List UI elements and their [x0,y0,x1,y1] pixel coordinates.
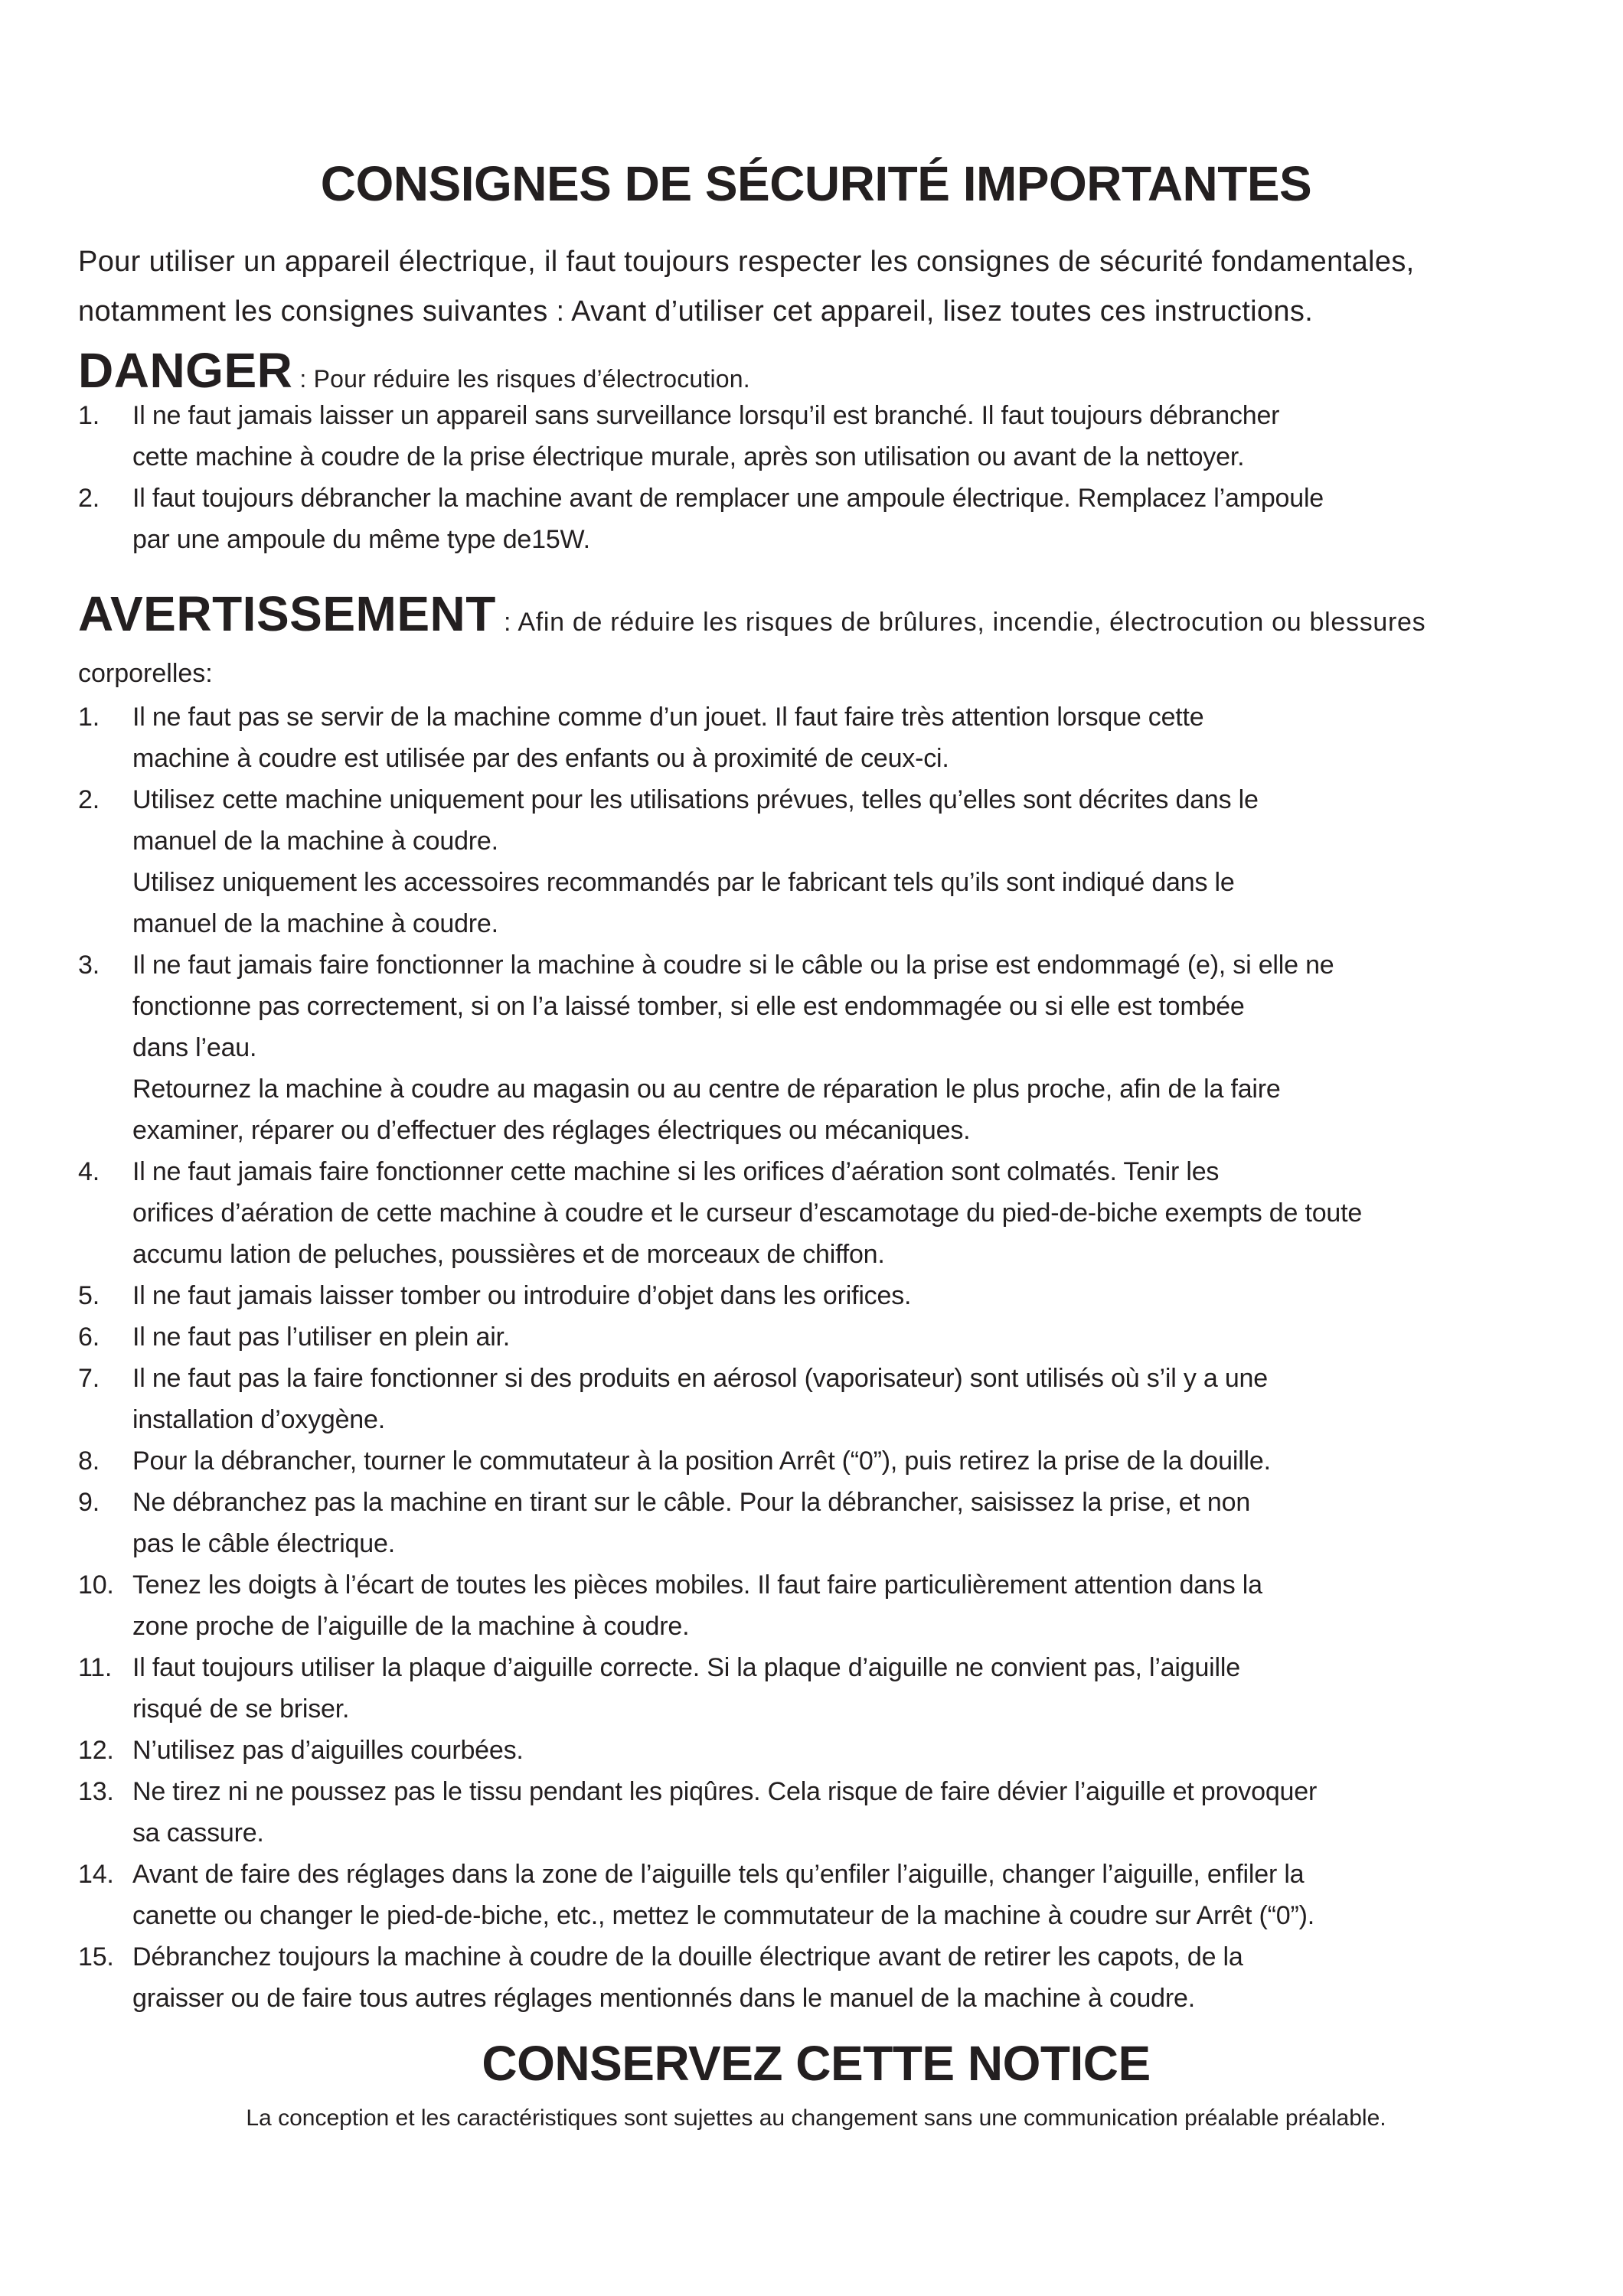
warning-label: AVERTISSEMENT [78,586,496,641]
warning-list [78,696,1554,2019]
item-number: 1. [78,401,100,430]
item-line: Il ne faut jamais laisser tomber ou introduire d’objet dans les orifices. [132,1281,912,1310]
item-number: 15. [78,1942,114,1971]
list-item [78,1482,1554,1564]
item-line: Avant de faire des réglages dans la zone de l’aiguille tels qu’enfiler l’aiguille, changer l’aiguille, enfiler la [132,1860,1305,1889]
danger-label: DANGER [78,343,293,398]
item-line: Tenez les doigts à l’écart de toutes les pièces mobiles. Il faut faire particulièrement attention dans la [132,1570,1262,1600]
item-line: machine à coudre est utilisée par des enfants ou à proximité de ceux-ci. [132,744,949,773]
item-line: Il ne faut pas la faire fonctionner si des produits en aérosol (vaporisateur) sont utilisés où s’il y a une [132,1364,1268,1393]
list-item [78,1275,1554,1316]
page-title: CONSIGNES DE SÉCURITÉ IMPORTANTES [320,156,1312,211]
list-item [78,944,1554,1151]
item-line: Ne débranchez pas la machine en tirant sur le câble. Pour la débrancher, saisissez la prise, et non [132,1488,1251,1517]
item-number: 4. [78,1157,100,1186]
item-line: Utilisez uniquement les accessoires recommandés par le fabricant tels qu’ils sont indiqué dans le [132,868,1235,897]
list-item [78,1440,1554,1482]
item-number: 5. [78,1281,100,1310]
warning-subtitle: : Afin de réduire les risques de brûlures, incendie, électrocution ou blessures [495,608,1426,637]
item-number: 11. [78,1653,113,1682]
item-number: 2. [78,484,100,513]
item-line: pas le câble électrique. [132,1529,395,1558]
item-line: Utilisez cette machine uniquement pour les utilisations prévues, telles qu’elles sont décrites dans le [132,785,1259,814]
item-line: Ne tirez ni ne poussez pas le tissu pendant les piqûres. Cela risque de faire dévier l’aiguille et provoquer [132,1777,1318,1806]
intro-line: Pour utiliser un appareil électrique, il faut toujours respecter les consignes de sécurité fondamentales, [78,246,1415,278]
item-line: canette ou changer le pied-de-biche, etc., mettez le commutateur de la machine à coudre sur Arrêt (“0”). [132,1901,1314,1930]
warning-heading [78,586,1554,651]
item-number: 6. [78,1322,100,1352]
item-line: Il ne faut jamais faire fonctionner cette machine si les orifices d’aération sont colmatés. Tenir les [132,1157,1220,1186]
item-number: 12. [78,1736,114,1765]
list-item [78,779,1554,944]
item-line: installation d’oxygène. [132,1405,385,1434]
item-number: 8. [78,1446,100,1476]
item-line: Débranchez toujours la machine à coudre de la douille électrique avant de retirer les capots, de la [132,1942,1243,1971]
list-item [78,1936,1554,2019]
list-item [78,696,1554,779]
list-item [78,1358,1554,1440]
list-item [78,1854,1554,1936]
list-item [78,478,1554,560]
footnote: La conception et les caractéristiques sont sujettes au changement sans une communication préalable préalable. [246,2105,1386,2131]
item-line: Pour la débrancher, tourner le commutateur à la position Arrêt (“0”), puis retirez la prise de la douille. [132,1446,1271,1476]
item-number: 3. [78,951,100,980]
item-line: N’utilisez pas d’aiguilles courbées. [132,1736,524,1765]
item-line: orifices d’aération de cette machine à coudre et le curseur d’escamotage du pied-de-biche exempts de toute [132,1199,1363,1228]
item-number: 1. [78,703,100,732]
item-line: examiner, réparer ou d’effectuer des réglages électriques ou mécaniques. [132,1116,971,1145]
item-line: risqué de se briser. [132,1694,350,1724]
item-line: Il ne faut pas l’utiliser en plein air. [132,1322,511,1352]
item-line: Retournez la machine à coudre au magasin ou au centre de réparation le plus proche, afin de la faire [132,1075,1281,1104]
intro-paragraph [78,237,1554,337]
item-number: 14. [78,1860,114,1889]
list-item [78,1151,1554,1275]
item-line: Il ne faut jamais faire fonctionner la machine à coudre si le câble ou la prise est endommagé (e), si elle ne [132,951,1334,980]
item-line: accumu lation de peluches, poussières et de morceaux de chiffon. [132,1240,885,1269]
item-line: manuel de la machine à coudre. [132,909,498,938]
item-line: cette machine à coudre de la prise électrique murale, après son utilisation ou avant de la nettoyer. [132,442,1245,471]
save-notice-heading: CONSERVEZ CETTE NOTICE [482,2036,1151,2091]
list-item [78,1771,1554,1854]
list-item [78,395,1554,478]
item-line: dans l’eau. [132,1033,257,1062]
item-number: 10. [78,1570,114,1600]
item-number: 13. [78,1777,114,1806]
item-line: par une ampoule du même type de15W. [132,525,590,554]
danger-heading [78,343,1554,398]
item-line: zone proche de l’aiguille de la machine à coudre. [132,1612,690,1641]
list-item [78,1730,1554,1771]
item-line: graisser ou de faire tous autres réglages mentionnés dans le manuel de la machine à coudre. [132,1984,1195,2013]
item-line: Il faut toujours utiliser la plaque d’aiguille correcte. Si la plaque d’aiguille ne convient pas, l’aiguille [132,1653,1240,1682]
item-line: fonctionne pas correctement, si on l’a laissé tomber, si elle est endommagée ou si elle est tombée [132,992,1245,1021]
item-number: 2. [78,785,100,814]
item-number: 7. [78,1364,100,1393]
intro-line: notamment les consignes suivantes : Avant d’utiliser cet appareil, lisez toutes ces instructions. [78,295,1314,328]
list-item [78,1316,1554,1358]
warning-subtitle-continuation: corporelles: [78,659,213,688]
list-item [78,1564,1554,1647]
list-item [78,1647,1554,1730]
item-line: manuel de la machine à coudre. [132,827,498,856]
danger-subtitle: : Pour réduire les risques d’électrocution. [292,365,750,393]
item-line: Il faut toujours débrancher la machine avant de remplacer une ampoule électrique. Remplacez l’ampoule [132,484,1324,513]
item-line: Il ne faut jamais laisser un appareil sans surveillance lorsqu’il est branché. Il faut toujours débrancher [132,401,1280,430]
danger-list [78,395,1554,560]
item-line: Il ne faut pas se servir de la machine comme d’un jouet. Il faut faire très attention lorsque cette [132,703,1204,732]
item-line: sa cassure. [132,1818,264,1848]
item-number: 9. [78,1488,100,1517]
